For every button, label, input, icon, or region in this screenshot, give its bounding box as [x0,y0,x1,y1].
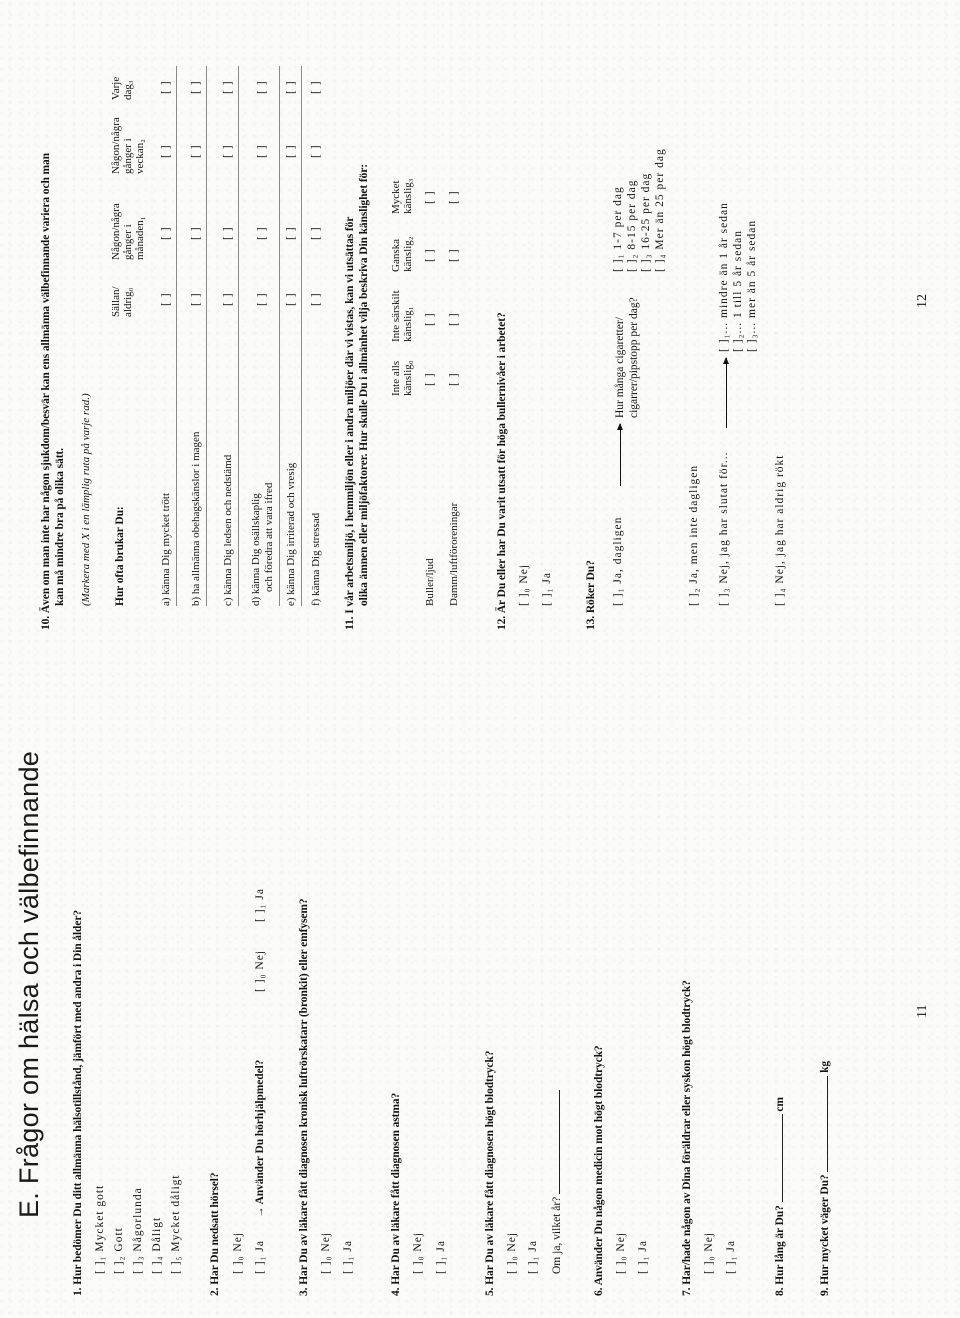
q5-year-input-line[interactable] [548,1090,560,1194]
q3-option-ja[interactable]: [ ]₁ Ja [342,1240,354,1274]
q8-label: 8. Hur lång är Du? [774,1205,786,1296]
q13-quit-under-1-year[interactable]: [ ]₁... mindre än 1 år sedan [718,202,730,352]
q10-col-manaden: Någon/några gånger i månaden₁ [110,203,146,260]
q11-col-mycket: Mycket känslig₃ [390,178,414,214]
q11-checkbox[interactable]: [ ] [424,312,436,326]
q10-checkbox[interactable]: [ ] [190,292,202,306]
q10-row-d-label: d) känna Dig osällskaplig [250,493,262,606]
q7-option-ja[interactable]: [ ]₁ Ja [725,1240,737,1274]
q10-checkbox[interactable]: [ ] [285,80,297,94]
q10-checkbox[interactable]: [ ] [190,144,202,158]
q10-row-divider [238,66,239,606]
q10-col-varje-dag: Varje dag₃ [110,76,134,100]
q10-checkbox[interactable]: [ ] [285,226,297,240]
page-number-12: 12 [915,294,930,308]
q10-row-divider [206,66,207,606]
q10-checkbox[interactable]: [ ] [256,292,268,306]
q10-row-e-label: e) känna Dig irriterad och vresig [285,462,297,606]
q13-amount-8-15[interactable]: [ ]₂ 8-15 per dag [626,179,638,272]
q2-followup-hearing-aid: → Använder Du hörhjälpmedel? [254,1059,266,1218]
q10-instruction: (Markera med X i en lämplig ruta på varje rad.) [80,393,92,606]
q1-option-nagorlunda[interactable]: [ ]₃ Någorlunda [132,1187,144,1274]
question-3: 3. Har Du av läkare fått diagnosen kronisk luftrörskatarr (bronkit) eller emfysem? [298,898,310,1296]
q9-label: 9. Hur mycket väger Du? [819,1174,831,1296]
q10-row-d-label-2: och föredra att vara ifred [263,482,275,592]
q13-option-daily[interactable]: [ ]₁ Ja, dagligen [612,516,624,606]
question-4: 4. Har Du av läkare fått diagnosen astma? [390,1092,402,1296]
q2-option-ja[interactable]: [ ]₁ Ja [254,1240,266,1274]
q11-checkbox[interactable]: [ ] [448,190,460,204]
question-6: 6. Använder Du någon medicin mot högt blodtryck? [593,1045,605,1296]
q10-row-divider [176,66,177,606]
q1-option-mycket-daligt[interactable]: [ ]₅ Mycket dåligt [170,1174,182,1274]
q13-how-many-line-2: cigarrer/pipstopp per dag? [628,297,640,418]
question-10-line-1: 10. Även om man inte har någon sjukdom/besvär kan ens allmänna välbefinnande variera och man [40,153,52,630]
q8-unit: cm [774,1097,786,1112]
question-7: 7. Har/hade någon av Dina föräldrar eller syskon högt blodtryck? [681,980,693,1296]
q3-option-nej[interactable]: [ ]₀ Nej [320,1231,332,1274]
q1-option-gott[interactable]: [ ]₂ Gott [113,1227,125,1274]
q5-option-ja[interactable]: [ ]₁ Ja [527,1240,539,1274]
q13-amount-over-25[interactable]: [ ]₄ Mer än 25 per dag [654,148,666,272]
q9-unit: kg [819,1060,831,1073]
q10-row-divider [301,66,302,606]
q6-option-ja[interactable]: [ ]₁ Ja [637,1240,649,1274]
question-8 [771,1097,786,1296]
q10-row-divider [279,66,280,606]
q11-checkbox[interactable]: [ ] [448,312,460,326]
q2-followup-option-ja[interactable]: [ ]₁ Ja [254,888,266,922]
q10-row-f-label: f) känna Dig stressad [310,512,322,606]
question-9 [816,1061,831,1296]
question-11-line-1: 11. I vår arbetsmiljö, i hemmiljön eller i andra miljöer där vi vistas, kan vi utsättas för [344,216,356,630]
q13-option-not-daily[interactable]: [ ]₂ Ja, men inte dagligen [688,464,700,606]
q1-option-mycket-gott[interactable]: [ ]₁ Mycket gott [94,1184,106,1274]
q11-col-inte-alls: Inte alls känslig₀ [390,360,414,396]
q13-arrow-quit [726,358,727,428]
q1-option-daligt[interactable]: [ ]₄ Dåligt [151,1216,163,1274]
section-title: E. Frågor om hälsa och välbefinnande [14,750,44,1218]
q10-checkbox[interactable]: [ ] [222,226,234,240]
q11-row-damm: Damm/luftföroreningar [448,502,460,606]
q13-arrow-how-many [620,424,621,486]
q10-row-c-label: c) känna Dig ledsen och nedstämd [222,454,234,606]
q2-followup-option-nej[interactable]: [ ]₀ Nej [254,949,266,992]
q5-option-nej[interactable]: [ ]₀ Nej [506,1231,518,1274]
q13-how-many-line-1: Hur många cigaretter/ [614,317,626,418]
q13-amount-16-25[interactable]: [ ]₃ 16-25 per dag [640,172,652,272]
question-12: 12. Är Du eller har Du varit utsatt för höga bullernivåer i arbetet? [496,312,508,630]
q10-checkbox[interactable]: [ ] [222,144,234,158]
q9-weight-input-line[interactable] [816,1076,828,1172]
q8-height-input-line[interactable] [771,1114,783,1202]
q10-checkbox[interactable]: [ ] [222,80,234,94]
q11-checkbox[interactable]: [ ] [448,372,460,386]
q10-checkbox[interactable]: [ ] [310,292,322,306]
q5-which-year-label: Om ja, vilket år? [551,1196,563,1274]
q10-checkbox[interactable]: [ ] [285,144,297,158]
q11-col-ganska: Ganska känslig₂ [390,236,414,272]
q10-checkbox[interactable]: [ ] [190,80,202,94]
q10-checkbox[interactable]: [ ] [310,226,322,240]
q10-checkbox[interactable]: [ ] [222,292,234,306]
q10-checkbox[interactable]: [ ] [310,144,322,158]
q10-checkbox[interactable]: [ ] [310,80,322,94]
question-10-line-2: kan må mindre bra på olika sätt. [54,448,66,606]
q11-checkbox[interactable]: [ ] [424,248,436,262]
q13-option-never[interactable]: [ ]₄ Nej, jag har aldrig rökt [774,454,786,606]
q10-row-a-label: a) känna Dig mycket trött [160,492,172,606]
question-13: 13. Röker Du? [585,560,597,630]
q6-option-nej[interactable]: [ ]₀ Nej [615,1231,627,1274]
q10-checkbox[interactable]: [ ] [160,292,172,306]
q10-row-b-label: b) ha allmänna obehagskänslor i magen [190,431,202,606]
q7-option-nej[interactable]: [ ]₀ Nej [703,1231,715,1274]
question-5: 5. Har Du av läkare fått diagnosen högt blodtryck? [484,1050,496,1296]
q10-checkbox[interactable]: [ ] [160,144,172,158]
q13-quit-1-5-years[interactable]: [ ]₂... 1 till 5 år sedan [732,230,744,352]
question-1: 1. Hur bedömer Du ditt allmänna hälsotillstånd, jämfört med andra i Din ålder? [72,910,84,1296]
q10-checkbox[interactable]: [ ] [256,226,268,240]
q10-col-sallan: Sällan/ aldrig₀ [110,286,134,317]
q4-option-ja[interactable]: [ ]₁ Ja [435,1240,447,1274]
q13-amount-1-7[interactable]: [ ]₁ 1-7 per dag [612,186,624,272]
q10-col-veckan: Någon/några gånger i veckan₂ [110,117,146,174]
page-number-11: 11 [915,1004,930,1018]
q11-row-buller: Buller/ljud [424,558,436,606]
question-2: 2. Har Du nedsatt hörsel? [209,1172,221,1296]
q10-checkbox[interactable]: [ ] [256,80,268,94]
q10-row-header: Hur ofta brukar Du: [114,506,126,606]
q12-option-ja[interactable]: [ ]₁ Ja [541,572,553,606]
q10-checkbox[interactable]: [ ] [160,80,172,94]
q2-option-nej[interactable]: [ ]₀ Nej [232,1231,244,1274]
q10-checkbox[interactable]: [ ] [190,226,202,240]
q10-checkbox[interactable]: [ ] [256,144,268,158]
q4-option-nej[interactable]: [ ]₀ Nej [412,1231,424,1274]
q11-col-inte-sarskilt: Inte särskilt känslig₁ [390,290,414,342]
q11-checkbox[interactable]: [ ] [424,190,436,204]
q11-checkbox[interactable]: [ ] [424,372,436,386]
q13-quit-over-5-years[interactable]: [ ]₃... mer än 5 år sedan [746,219,758,352]
q12-option-nej[interactable]: [ ]₀ Nej [518,563,530,606]
q13-option-quit[interactable]: [ ]₃ Nej, jag har slutat för... [718,451,730,606]
q11-checkbox[interactable]: [ ] [448,248,460,262]
q10-checkbox[interactable]: [ ] [285,292,297,306]
q10-checkbox[interactable]: [ ] [160,226,172,240]
question-11-line-2: olika ämnen eller miljöfaktorer. Hur skulle Du i allmänhet vilja beskriva Din känslighet för: [358,164,370,606]
q5-which-year [548,1090,563,1274]
